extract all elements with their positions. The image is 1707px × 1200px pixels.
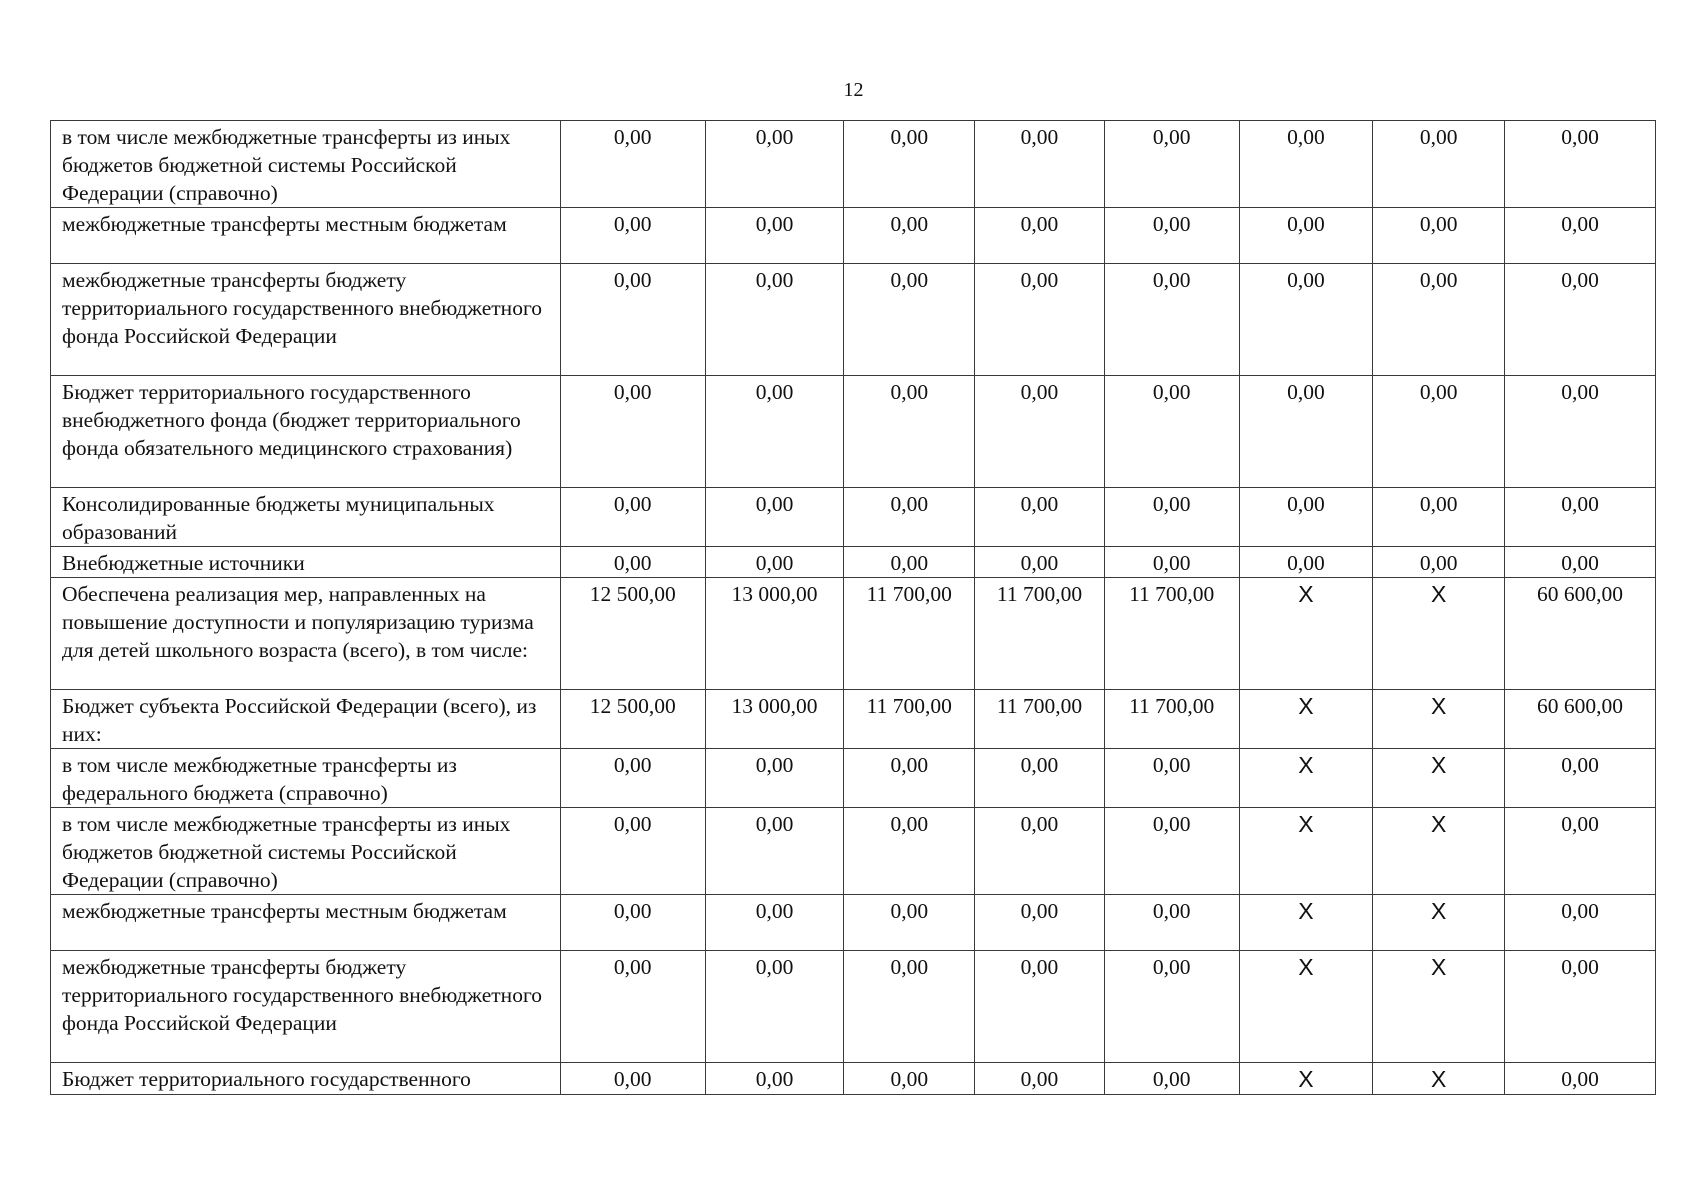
cell-value: 0,00 [1419,125,1458,149]
table-row [51,895,1656,951]
value-cell [560,376,705,488]
value-cell [1104,808,1239,895]
row-label: Бюджет территориального государственного внебюджетного фонда (бюджет территориального фонда обязательного медицинского страхования) [51,376,561,488]
cell-value: X [1298,1066,1314,1092]
row-label: межбюджетные трансферты бюджету территориального государственного внебюджетного фонда Российской Федерации [51,951,561,1063]
cell-value: 11 700,00 [866,582,952,606]
cell-value: 0,00 [1419,551,1458,575]
cell-value: 0,00 [890,125,929,149]
cell-value: 0,00 [1020,955,1059,979]
cell-value: 0,00 [1561,899,1599,923]
value-cell [1104,1063,1239,1095]
value-cell [975,749,1105,808]
cell-value: X [1431,752,1447,778]
cell-value: 0,00 [613,551,652,575]
cell-value: 0,00 [613,955,652,979]
row-label: Консолидированные бюджеты муниципальных образований [51,488,561,547]
cell-value: 0,00 [613,492,652,516]
value-cell [1239,578,1373,690]
cell-value: 0,00 [613,899,652,923]
cell-value: 12 500,00 [589,694,676,718]
cell-value: 0,00 [1287,212,1325,236]
value-cell [844,547,975,578]
value-cell [705,951,844,1063]
cell-value: 0,00 [755,955,794,979]
value-cell [705,264,844,376]
cell-value: 0,00 [1561,551,1599,575]
value-cell [975,1063,1105,1095]
value-cell [1373,749,1505,808]
cell-value: X [1431,811,1447,837]
value-cell [705,578,844,690]
value-cell [705,376,844,488]
cell-value: X [1431,954,1447,980]
row-label: Внебюджетные источники [51,547,561,578]
value-cell [1373,808,1505,895]
value-cell [844,121,975,208]
cell-value: 0,00 [1561,212,1599,236]
row-label: межбюджетные трансферты бюджету территориального государственного внебюджетного фонда Российской Федерации [51,264,561,376]
value-cell [560,121,705,208]
value-cell [705,808,844,895]
cell-value: 0,00 [1561,955,1599,979]
value-cell [1373,951,1505,1063]
cell-value: 0,00 [1152,812,1191,836]
cell-value: 0,00 [755,812,794,836]
cell-value: X [1431,898,1447,924]
cell-value: 0,00 [1287,268,1325,292]
value-cell [1373,121,1505,208]
value-cell [1373,578,1505,690]
cell-value: 0,00 [1152,551,1191,575]
value-cell [1104,208,1239,264]
value-cell [844,208,975,264]
cell-value: 0,00 [890,551,929,575]
table-row [51,264,1656,376]
cell-value: 0,00 [1287,492,1325,516]
budget-table-body [51,121,1656,1095]
value-cell [1505,121,1656,208]
table-row [51,208,1656,264]
value-cell [560,578,705,690]
value-cell [1373,690,1505,749]
table-row [51,578,1656,690]
value-cell [705,1063,844,1095]
value-cell [844,749,975,808]
row-label: Бюджет территориального государственного [51,1063,561,1095]
cell-value: 0,00 [1561,268,1599,292]
value-cell [1239,749,1373,808]
cell-value: X [1431,581,1447,607]
row-label: межбюджетные трансферты местным бюджетам [51,208,561,264]
cell-value: 13 000,00 [731,694,818,718]
value-cell [844,690,975,749]
cell-value: 0,00 [1561,380,1599,404]
cell-value: 0,00 [1561,125,1599,149]
table-row [51,808,1656,895]
value-cell [975,895,1105,951]
value-cell [560,208,705,264]
value-cell [1505,749,1656,808]
value-cell [1104,749,1239,808]
cell-value: 0,00 [1419,380,1458,404]
cell-value: 0,00 [613,212,652,236]
value-cell [975,376,1105,488]
cell-value: 0,00 [1561,812,1599,836]
value-cell [1239,488,1373,547]
cell-value: 11 700,00 [996,582,1083,606]
cell-value: 0,00 [890,380,929,404]
cell-value: 0,00 [755,212,794,236]
cell-value: 0,00 [613,268,652,292]
cell-value: 0,00 [755,1067,794,1091]
value-cell [1239,376,1373,488]
table-row [51,1063,1656,1095]
value-cell [844,376,975,488]
cell-value: 0,00 [613,753,652,777]
cell-value: 0,00 [1020,492,1059,516]
value-cell [844,1063,975,1095]
cell-value: 0,00 [890,492,929,516]
cell-value: 0,00 [1287,551,1325,575]
table-row [51,488,1656,547]
value-cell [1239,547,1373,578]
value-cell [1373,208,1505,264]
cell-value: 0,00 [890,1067,929,1091]
value-cell [1239,808,1373,895]
cell-value: 0,00 [1020,1067,1059,1091]
cell-value: 60 600,00 [1537,582,1624,606]
cell-value: 0,00 [1561,492,1599,516]
row-label: в том числе межбюджетные трансферты из иных бюджетов бюджетной системы Российской Федерации (справочно) [51,808,561,895]
cell-value: 0,00 [755,753,794,777]
table-row [51,121,1656,208]
cell-value: 0,00 [613,380,652,404]
value-cell [1505,895,1656,951]
value-cell [560,808,705,895]
cell-value: 0,00 [1561,1067,1599,1091]
value-cell [975,578,1105,690]
cell-value: 0,00 [1287,380,1325,404]
table-row [51,690,1656,749]
value-cell [705,121,844,208]
cell-value: 0,00 [890,812,929,836]
value-cell [560,264,705,376]
cell-value: 0,00 [755,899,794,923]
value-cell [560,1063,705,1095]
value-cell [975,488,1105,547]
cell-value: 0,00 [1152,212,1191,236]
row-label: межбюджетные трансферты местным бюджетам [51,895,561,951]
value-cell [1373,488,1505,547]
cell-value: 11 700,00 [996,694,1083,718]
value-cell [560,895,705,951]
value-cell [1505,488,1656,547]
value-cell [1505,208,1656,264]
value-cell [844,488,975,547]
value-cell [1505,690,1656,749]
value-cell [975,951,1105,1063]
cell-value: 11 700,00 [866,694,952,718]
value-cell [1505,547,1656,578]
cell-value: 0,00 [1561,753,1599,777]
value-cell [1239,121,1373,208]
value-cell [844,264,975,376]
value-cell [1239,690,1373,749]
row-label: Обеспечена реализация мер, направленных на повышение доступности и популяризацию туризма для детей школьного возраста (всего), в том числе: [51,578,561,690]
value-cell [975,690,1105,749]
cell-value: X [1298,581,1314,607]
row-label: в том числе межбюджетные трансферты из федерального бюджета (справочно) [51,749,561,808]
value-cell [1373,1063,1505,1095]
cell-value: 60 600,00 [1537,694,1624,718]
value-cell [1239,264,1373,376]
cell-value: 0,00 [890,212,929,236]
cell-value: 0,00 [1020,812,1059,836]
value-cell [1505,376,1656,488]
value-cell [1104,121,1239,208]
cell-value: 0,00 [1020,212,1059,236]
cell-value: X [1298,811,1314,837]
cell-value: 0,00 [1020,125,1059,149]
value-cell [705,547,844,578]
cell-value: 0,00 [1020,551,1059,575]
cell-value: 0,00 [755,125,794,149]
value-cell [1505,1063,1656,1095]
cell-value: 0,00 [755,492,794,516]
cell-value: 0,00 [1419,268,1458,292]
value-cell [705,488,844,547]
cell-value: 0,00 [890,753,929,777]
cell-value: 0,00 [1152,1067,1191,1091]
value-cell [975,808,1105,895]
value-cell [560,488,705,547]
value-cell [975,547,1105,578]
cell-value: 0,00 [755,551,794,575]
page-number: 12 [843,79,864,101]
cell-value: 0,00 [1020,380,1059,404]
value-cell [560,951,705,1063]
value-cell [1104,951,1239,1063]
cell-value: 0,00 [613,1067,652,1091]
value-cell [1104,488,1239,547]
cell-value: 0,00 [1020,753,1059,777]
cell-value: 0,00 [1152,380,1191,404]
cell-value: 0,00 [1020,268,1059,292]
cell-value: 0,00 [1020,899,1059,923]
value-cell [705,749,844,808]
value-cell [975,121,1105,208]
value-cell [844,578,975,690]
value-cell [705,690,844,749]
row-label: Бюджет субъекта Российской Федерации (всего), из них: [51,690,561,749]
cell-value: 11 700,00 [1129,582,1215,606]
cell-value: 0,00 [1152,268,1191,292]
value-cell [1104,690,1239,749]
value-cell [560,749,705,808]
cell-value: 12 500,00 [589,582,676,606]
table-row [51,547,1656,578]
cell-value: 0,00 [613,125,652,149]
cell-value: 13 000,00 [731,582,818,606]
row-label: в том числе межбюджетные трансферты из иных бюджетов бюджетной системы Российской Федерации (справочно) [51,121,561,208]
cell-value: 0,00 [1152,955,1191,979]
value-cell [1104,264,1239,376]
value-cell [1373,895,1505,951]
table-row [51,376,1656,488]
budget-table [50,120,1656,1095]
cell-value: 0,00 [755,268,794,292]
cell-value: X [1431,1066,1447,1092]
cell-value: 0,00 [1419,212,1458,236]
value-cell [1373,547,1505,578]
value-cell [705,208,844,264]
value-cell [1104,547,1239,578]
value-cell [1104,895,1239,951]
value-cell [560,547,705,578]
value-cell [1373,376,1505,488]
value-cell [1239,208,1373,264]
cell-value: 0,00 [890,899,929,923]
value-cell [1239,951,1373,1063]
value-cell [844,808,975,895]
cell-value: X [1298,898,1314,924]
cell-value: 0,00 [1287,125,1325,149]
value-cell [1104,578,1239,690]
table-row [51,951,1656,1063]
cell-value: 0,00 [1152,899,1191,923]
value-cell [844,951,975,1063]
cell-value: X [1298,752,1314,778]
value-cell [560,690,705,749]
value-cell [1104,376,1239,488]
cell-value: 0,00 [1419,492,1458,516]
value-cell [975,208,1105,264]
cell-value: 0,00 [755,380,794,404]
value-cell [1505,578,1656,690]
value-cell [705,895,844,951]
value-cell [1505,951,1656,1063]
cell-value: 0,00 [613,812,652,836]
cell-value: 0,00 [1152,753,1191,777]
cell-value: X [1298,693,1314,719]
value-cell [844,895,975,951]
cell-value: X [1298,954,1314,980]
cell-value: 0,00 [1152,125,1191,149]
value-cell [1373,264,1505,376]
cell-value: 0,00 [1152,492,1191,516]
table-row [51,749,1656,808]
value-cell [1239,1063,1373,1095]
cell-value: X [1431,693,1447,719]
cell-value: 0,00 [890,955,929,979]
cell-value: 11 700,00 [1129,694,1215,718]
value-cell [1505,808,1656,895]
value-cell [1239,895,1373,951]
value-cell [1505,264,1656,376]
cell-value: 0,00 [890,268,929,292]
value-cell [975,264,1105,376]
